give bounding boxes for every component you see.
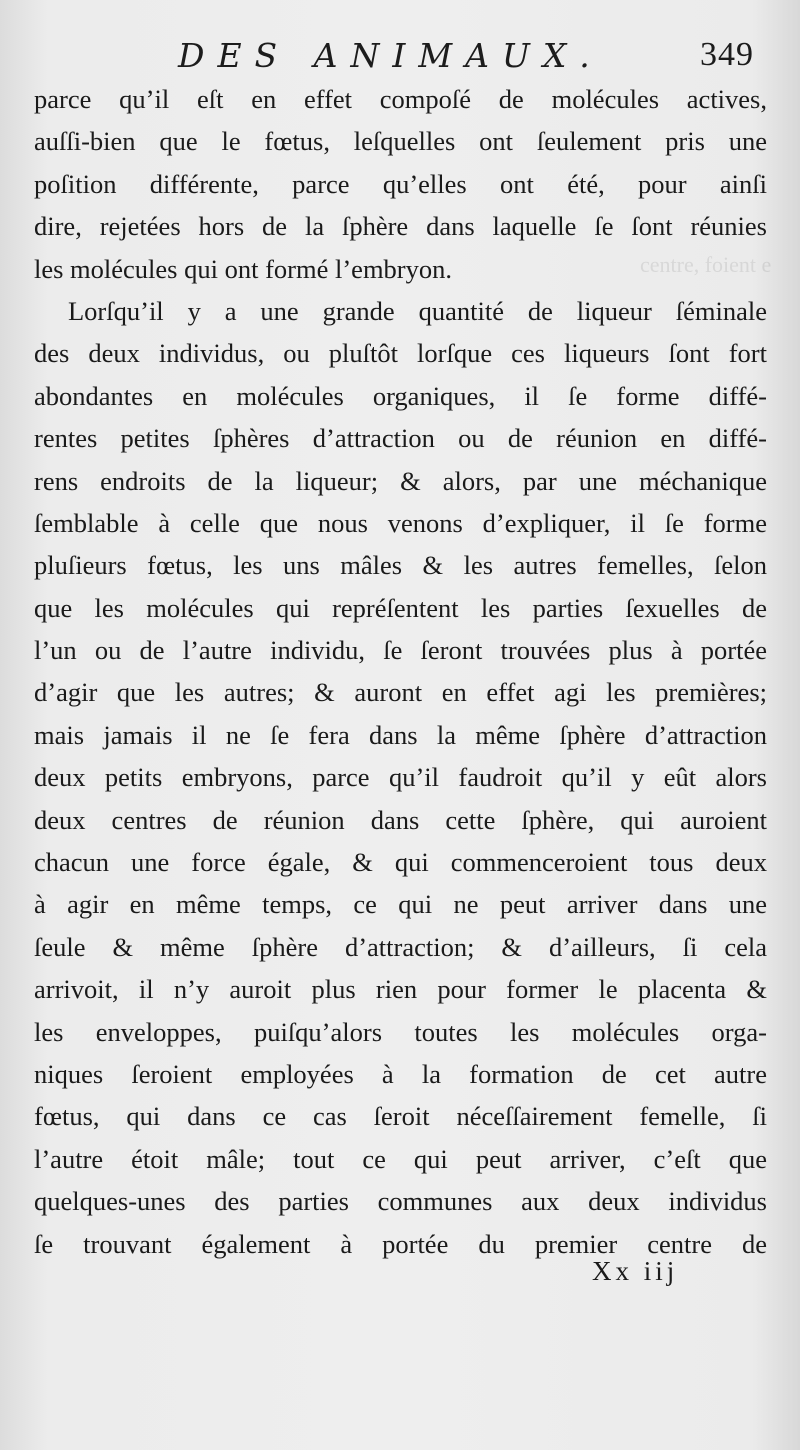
- text-line: que les molécules qui repréſentent les parties ſexuelles de: [34, 592, 767, 623]
- text-line: à agir en même temps, ce qui ne peut arriver dans une: [34, 889, 767, 920]
- body-text: [34, 78, 767, 1265]
- text-line: l’autre étoit mâle; tout ce qui peut arriver, c’eſt que: [34, 1143, 767, 1174]
- text-line: d’agir que les autres; & auront en effet agi les premières;: [34, 677, 767, 708]
- text-line: quelques-unes des parties communes aux deux individus: [34, 1186, 767, 1217]
- text-line: fœtus, qui dans ce cas ſeroit néceſſairement femelle, ſi: [34, 1101, 767, 1132]
- text-line: poſition différente, parce qu’elles ont été, pour ainſi: [34, 168, 767, 199]
- text-line: parce qu’il eſt en effet compoſé de molécules actives,: [34, 84, 767, 114]
- text-line: arrivoit, il n’y auroit plus rien pour former le placenta &: [34, 974, 767, 1005]
- text-line: l’un ou de l’autre individu, ſe ſeront trouvées plus à portée: [34, 635, 767, 666]
- text-line: les molécules qui ont formé l’embryon.: [34, 253, 453, 284]
- text-line: Lorſqu’il y a une grande quantité de liqueur ſéminale: [68, 295, 767, 326]
- text-line: dire, rejetées hors de la ſphère dans laquelle ſe ſont réunies: [34, 211, 767, 242]
- text-line: rentes petites ſphères d’attraction ou de réunion en diffé-: [34, 423, 767, 454]
- text-line: les enveloppes, puiſqu’alors toutes les molécules orga-: [34, 1016, 767, 1047]
- text-line: deux petits embryons, parce qu’il faudroit qu’il y eût alors: [34, 762, 767, 793]
- text-line: deux centres de réunion dans cette ſphère, qui auroient: [34, 804, 767, 835]
- page-number: 349: [700, 36, 754, 73]
- text-line: chacun une force égale, & qui commenceroient tous deux: [34, 847, 767, 878]
- text-line: ſemblable à celle que nous venons d’expliquer, il ſe forme: [34, 507, 767, 538]
- text-line: auſſi-bien que le fœtus, leſquelles ont ſeulement pris une: [34, 126, 767, 157]
- text-line: pluſieurs fœtus, les uns mâles & les autres femelles, ſelon: [34, 550, 767, 581]
- text-line: des deux individus, ou pluſtôt lorſque ces liqueurs ſont fort: [34, 338, 767, 369]
- show-through-text: centre, foient e: [640, 252, 772, 277]
- text-line: ſe trouvant également à portée du premier centre de: [34, 1228, 767, 1259]
- page-header: [0, 28, 800, 78]
- text-line: rens endroits de la liqueur; & alors, par une méchanique: [34, 465, 767, 496]
- text-line: ſeule & même ſphère d’attraction; & d’ailleurs, ſi cela: [34, 931, 767, 962]
- signature-mark: Xx iij: [592, 1256, 679, 1286]
- text-line: mais jamais il ne ſe fera dans la même ſphère d’attraction: [34, 719, 767, 750]
- text-line: niques ſeroient employées à la formation de cet autre: [34, 1058, 767, 1089]
- text-line: abondantes en molécules organiques, il ſe forme diffé-: [34, 380, 767, 411]
- running-title: DES ANIMAUX.: [178, 36, 603, 75]
